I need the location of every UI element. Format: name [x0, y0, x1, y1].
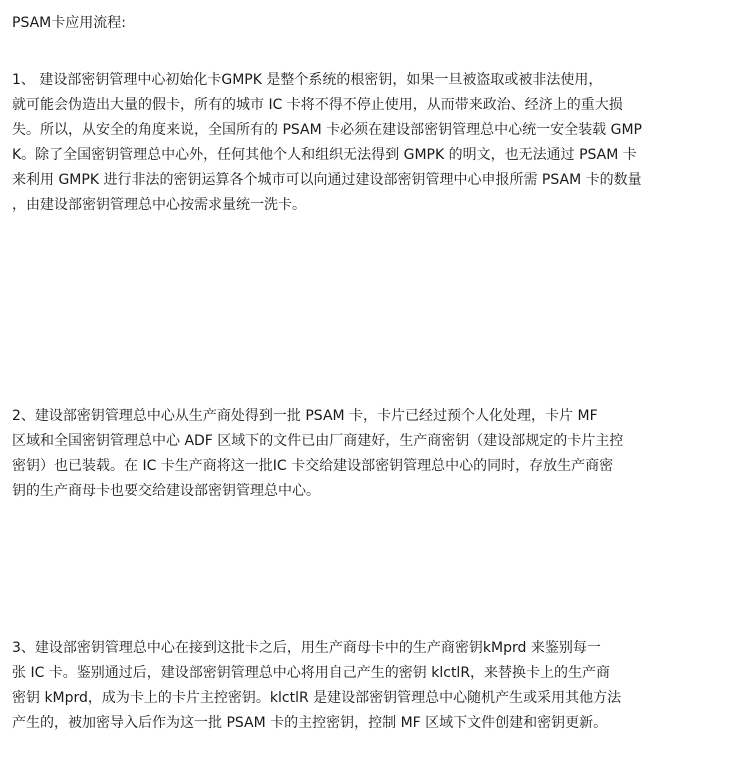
paragraph-line: 1、 建设部密钥管理中心初始化卡GMPK 是整个系统的根密钥，如果一旦被盗取或被非法使用，: [12, 72, 603, 88]
paragraph-line: 失。所以，从安全的角度来说，全国所有的 PSAM 卡必须在建设部密钥管理总中心统一安全装载 GMP: [12, 122, 642, 138]
paragraph-line: 张 IC 卡。鉴别通过后，建设部密钥管理总中心将用自己产生的密钥 klctlR，来替换卡上的生产商: [12, 665, 611, 681]
document-heading: PSAM卡应用流程:: [12, 15, 126, 31]
paragraph-line: 产生的，被加密导入后作为这一批 PSAM 卡的主控密钥，控制 MF 区域下文件创建和密钥更新。: [12, 715, 608, 731]
paragraph-3: [12, 636, 740, 736]
paragraph-line: K。除了全国密钥管理总中心外，任何其他个人和组织无法得到 GMPK 的明文，也无法通过 PSAM 卡: [12, 147, 637, 163]
paragraph-1: [12, 68, 740, 218]
paragraph-line: 2、建设部密钥管理总中心从生产商处得到一批 PSAM 卡，卡片已经过预个人化处理，卡片 MF: [12, 408, 598, 424]
paragraph-line: 3、建设部密钥管理总中心在接到这批卡之后，用生产商母卡中的生产商密钥kMprd 来鉴别每一: [12, 640, 601, 656]
paragraph-line: 区域和全国密钥管理总中心 ADF 区域下的文件已由厂商建好，生产商密钥（建设部规定的卡片主控: [12, 433, 624, 449]
paragraph-line: 钥的生产商母卡也要交给建设部密钥管理总中心。: [12, 483, 320, 499]
paragraph-2: [12, 404, 740, 504]
paragraph-line: 来利用 GMPK 进行非法的密钥运算各个城市可以向通过建设部密钥管理中心申报所需 PSAM 卡的数量: [12, 172, 642, 188]
paragraph-line: ，由建设部密钥管理总中心按需求量统一洗卡。: [12, 197, 306, 213]
paragraph-line: 密钥 kMprd，成为卡上的卡片主控密钥。klctlR 是建设部密钥管理总中心随机产生或采用其他方法: [12, 690, 622, 706]
paragraph-line: 就可能会伪造出大量的假卡，所有的城市 IC 卡将不得不停止使用，从而带来政治、经济上的重大损: [12, 97, 623, 113]
paragraph-line: 密钥）也已装载。在 IC 卡生产商将这一批IC 卡交给建设部密钥管理总中心的同时，存放生产商密: [12, 458, 614, 474]
